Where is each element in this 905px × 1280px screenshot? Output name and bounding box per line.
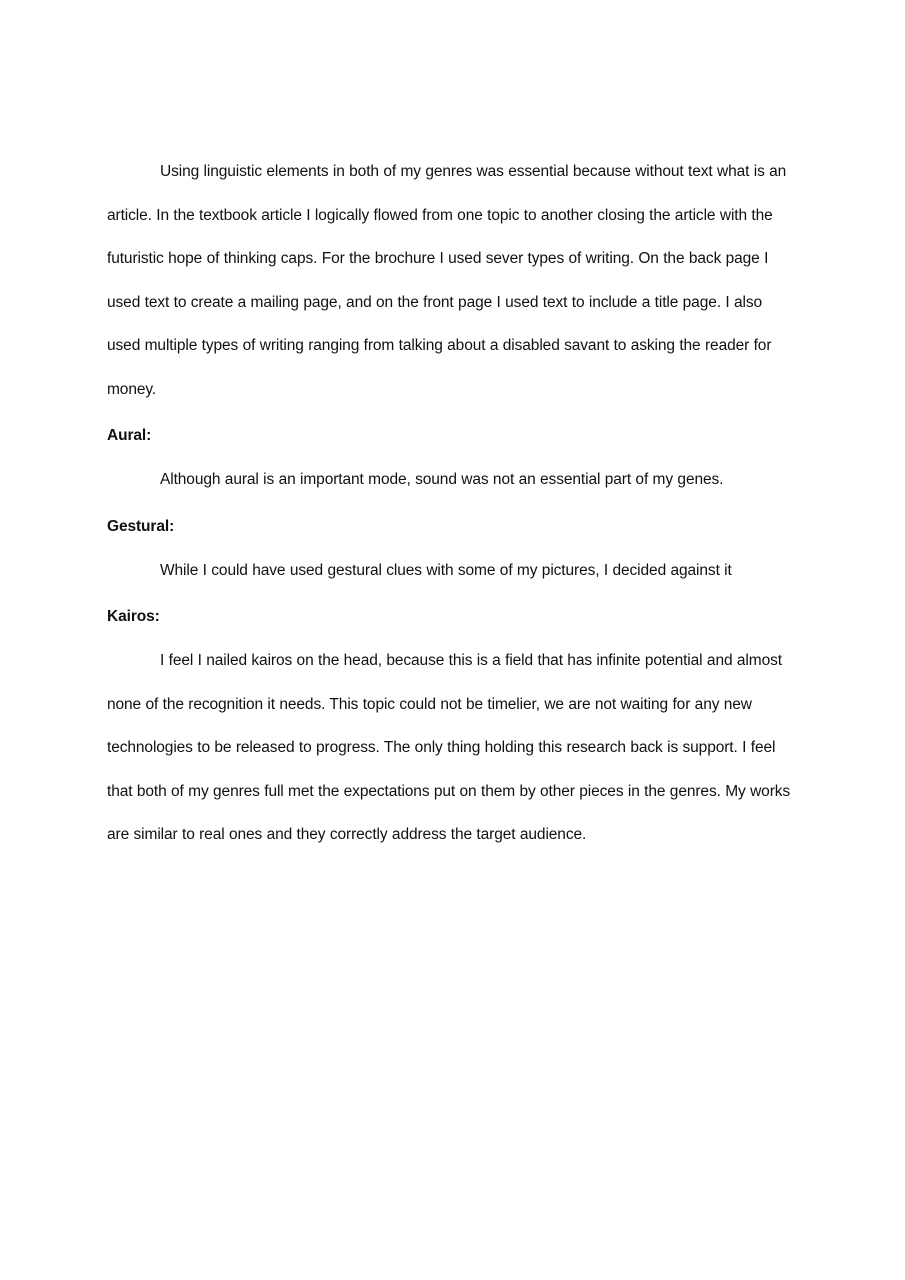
document-page [107, 150, 797, 857]
intro-paragraph: Using linguistic elements in both of my genres was essential because without text what is an article. In the textbook article I logically flowed from one topic to another closing the article with the futuristic hope of thinking caps. For the brochure I used sever types of writing. On the back page I used text to create a mailing page, and on the front page I used text to include a title page. I also used multiple types of writing ranging from talking about a disabled savant to asking the reader for money. [107, 163, 787, 398]
section-heading-kairos: Kairos: [107, 608, 160, 625]
section-body-kairos: I feel I nailed kairos on the head, because this is a field that has infinite potential and almost none of the recognition it needs. This topic could not be timelier, we are not waiting for any new technologies to be released to progress. The only thing holding this research back is support. I feel that both of my genres full met the expectations put on them by other pieces in the genres. My works are similar to real ones and they correctly address the target audience. [107, 652, 791, 843]
section-heading-aural: Aural: [107, 427, 152, 444]
section-body-aural: Although aural is an important mode, sound was not an essential part of my genes. [160, 471, 724, 488]
section-body-gestural: While I could have used gestural clues with some of my pictures, I decided against it [160, 561, 732, 579]
section-heading-gestural: Gestural: [107, 517, 175, 535]
